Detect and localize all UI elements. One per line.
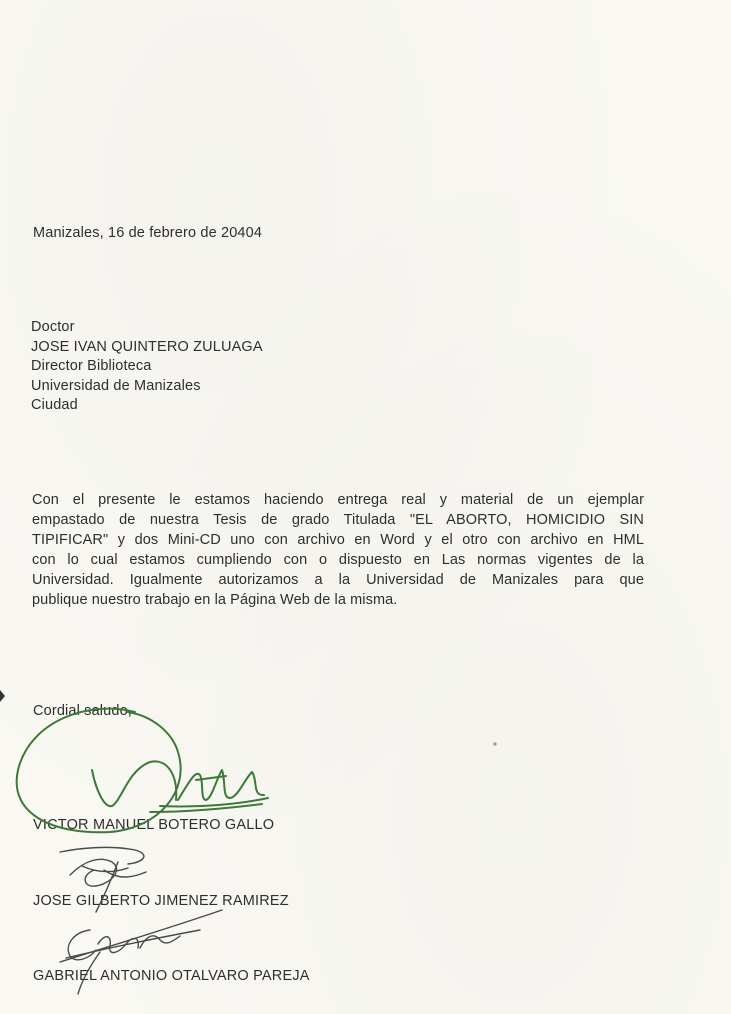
recipient-position: Director Biblioteca <box>31 358 152 374</box>
recipient-title: Doctor <box>31 319 75 335</box>
recipient-city: Ciudad <box>31 397 78 413</box>
body-line: empastado de nuestra Tesis de grado Titulada "EL ABORTO, HOMICIDIO SIN <box>32 512 644 528</box>
date-line: Manizales, 16 de febrero de 20404 <box>33 225 263 241</box>
closing-line: Cordial saludo, <box>33 703 132 719</box>
body-line: TIPIFICAR" y dos Mini-CD uno con archivo en Word y el otro con archivo en HML <box>32 532 644 548</box>
recipient-block <box>31 318 263 416</box>
body-paragraph <box>32 490 644 610</box>
signatory-name: VICTOR MANUEL BOTERO GALLO <box>33 817 275 833</box>
body-line: Universidad. Igualmente autorizamos a la Universidad de Manizales para que <box>32 572 644 588</box>
recipient-name: JOSE IVAN QUINTERO ZULUAGA <box>31 338 263 355</box>
body-line: publique nuestro trabajo en la Página Web de la misma. <box>32 592 398 608</box>
body-line: con lo cual estamos cumpliendo con o dispuesto en Las normas vigentes de la <box>32 552 644 568</box>
signatory-name: JOSE GILBERTO JIMENEZ RAMIREZ <box>33 893 289 909</box>
body-line: Con el presente le estamos haciendo entrega real y material de un ejemplar <box>32 492 644 508</box>
recipient-institution: Universidad de Manizales <box>31 377 201 394</box>
signatory-name: GABRIEL ANTONIO OTALVARO PAREJA <box>33 968 310 984</box>
signature-1-mark <box>17 709 268 833</box>
